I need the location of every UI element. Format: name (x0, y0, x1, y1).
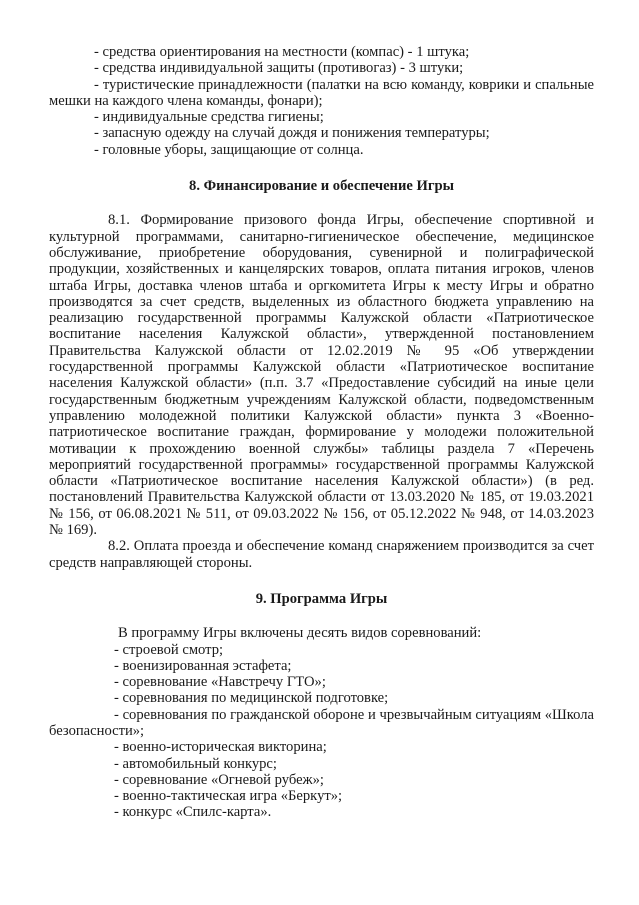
list-item: - автомобильный конкурс; (114, 755, 277, 772)
list-item-continuation: безопасности»; (49, 722, 145, 739)
list-item: - соревнование «Навстречу ГТО»; (114, 674, 326, 691)
paragraph-8-1-first-line: 8.1. Формирование призового фонда Игры, обеспечение спортивной и (108, 212, 594, 229)
paragraph-8-2-body: средств направляющей стороны. (49, 554, 253, 571)
program-intro: В программу Игры включены десять видов соревнований: (118, 625, 482, 642)
list-item: - индивидуальные средства гигиены; (94, 109, 324, 126)
document-content (49, 44, 594, 821)
list-item: - соревнование «Огневой рубеж»; (114, 771, 324, 788)
list-item: - запасную одежду на случай дождя и понижения температуры; (94, 125, 490, 142)
list-item: - средства ориентирования на местности (компас) - 1 штука; (94, 44, 470, 60)
list-item: - соревнования по гражданской обороне и чрезвычайным ситуациям «Школа (114, 706, 594, 723)
list-item: - головные уборы, защищающие от солнца. (94, 141, 364, 158)
paragraph-8-2-first-line: 8.2. Оплата проезда и обеспечение команд снаряжением производится за счет (108, 538, 594, 555)
list-item: - военно-историческая викторина; (114, 739, 327, 756)
section-9-heading: 9. Программа Игры (255, 590, 388, 607)
section-8-heading: 8. Финансирование и обеспечение Игры (189, 178, 454, 195)
list-item: - военизированная эстафета; (114, 657, 292, 674)
list-item: - конкурс «Спилс-карта». (114, 804, 272, 821)
list-item: - туристические принадлежности (палатки на всю команду, коврики и спальные (94, 76, 594, 93)
list-item: - строевой смотр; (114, 641, 224, 658)
equipment-list (49, 44, 594, 158)
competition-list (49, 641, 594, 821)
paragraph-8-1-body: культурной программами, санитарно-гигиеническое обеспечение, медицинское обслуживание, приобретение оборудования, сувенирной и полиграфической продукции, хозяйственных и канцелярских товаров, оплата питания игроков, членов штаба Игры, доставка членов штаба и оргкомитета Игры к месту Игры и обратно производятся за счет средств, выделенных из областного бюджета управлению на реализацию государственной программы Калужской области «Патриотическое воспитание населения Калужской области», утвержденной постановлением Правительства Калужской области от 12.02.2019 № 95 «Об утверждении государственной программы Калужской области «Патриотическое воспитание населения Калужской области» (п.п. 3.7 «Предоставление субсидий на иные цели государственным бюджетным учреждениям Калужской области, подведомственным управлению молодежной политики Калужской области» пункта 3 «Военно-патриотическое воспитание граждан, формирование у молодежи положительной мотивации к прохождению военной службы» таблицы раздела 7 «Перечень мероприятий государственной программы» государственной программы Калужской области «Патриотическое воспитание населения Калужской области») (в ред. постановлений Правительства Калужской области от 13.03.2020 № 185, от 19.03.2021 № 156, от 06.08.2021 № 511, от 09.03.2022 № 156, от 05.12.2022 № 948, от 14.03.2023 № 169). (49, 228, 594, 539)
list-item: - военно-тактическая игра «Беркут»; (114, 788, 343, 805)
list-item: - соревнования по медицинской подготовке; (114, 690, 389, 707)
list-item-continuation: мешки на каждого члена команды, фонари); (49, 92, 323, 109)
list-item: - средства индивидуальной защиты (противогаз) - 3 штуки; (94, 60, 464, 77)
